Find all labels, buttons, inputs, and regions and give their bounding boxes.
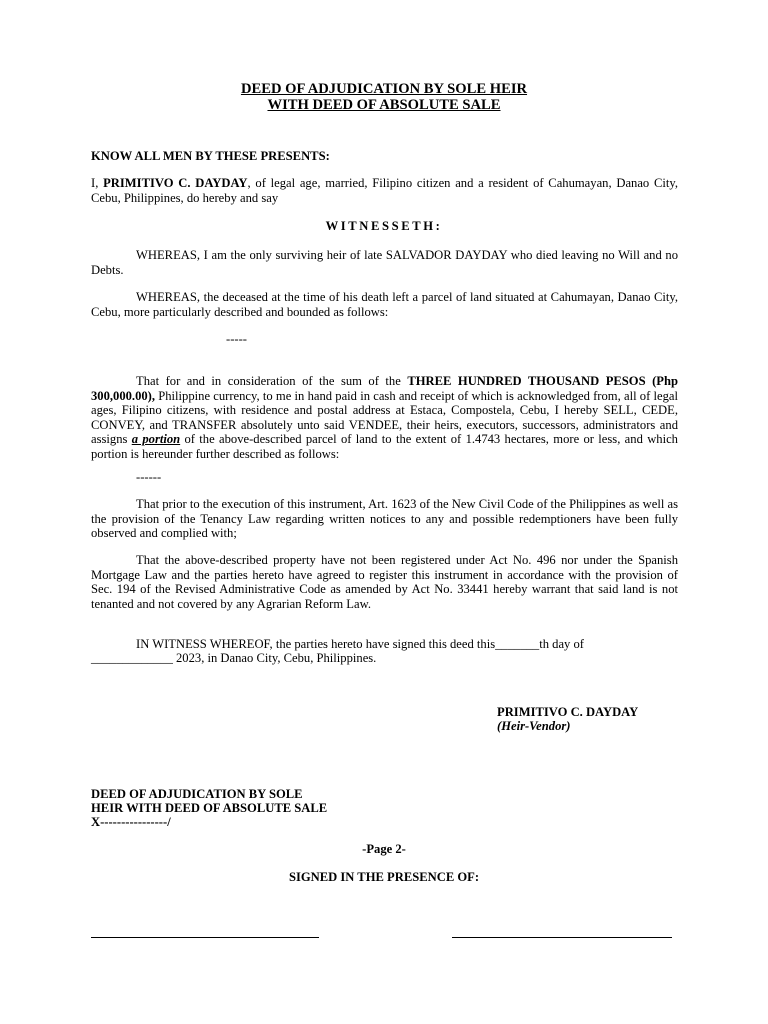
property-description-placeholder: -----	[226, 332, 247, 346]
prior-execution-paragraph: That prior to the execution of this instrument, Art. 1623 of the New Civil Code of the Philippines as well as the provision of the Tenancy Law regarding written notices to any and possible redemptioners have been fully observed and complied with;	[91, 497, 678, 541]
consideration-post: of the above-described parcel of land to the extent of 1.4743 hectares, more or less, and which portion is hereunder further described as follows:	[91, 432, 678, 461]
consideration-paragraph	[91, 374, 678, 462]
witness-signature-line-right	[452, 937, 672, 938]
signed-presence-heading: SIGNED IN THE PRESENCE OF:	[288, 870, 480, 884]
footer-ref-line2: HEIR WITH DEED OF ABSOLUTE SALE	[91, 801, 328, 815]
vendor-name: PRIMITIVO C. DAYDAY	[103, 176, 248, 190]
whereas-land-paragraph: WHEREAS, the deceased at the time of his death left a parcel of land situated at Cahumayan, Danao City, Cebu, more particularly described and bounded as follows:	[91, 290, 678, 319]
witness-whereof-line2: _____________ 2023, in Danao City, Cebu, Philippines.	[91, 651, 377, 665]
consideration-amount: THREE HUNDRED THOUSAND PESOS (Php 300,000.00),	[91, 374, 678, 403]
whereas-heir-paragraph: WHEREAS, I am the only surviving heir of late SALVADOR DAYDAY who died leaving no Will and no Debts.	[91, 248, 678, 277]
document-title-line2: WITH DEED OF ABSOLUTE SALE	[267, 97, 501, 113]
footer-ref-line3: X----------------/	[91, 815, 171, 829]
document-title-line1: DEED OF ADJUDICATION BY SOLE HEIR	[240, 81, 528, 97]
consideration-mid: Philippine currency, to me in hand paid in cash and receipt of which is acknowledged from, all of legal ages, Filipino citizens, with residence and postal address at Estaca, Compostela, Cebu, I hereby SELL, CEDE, CONVEY, and TRANSFER absolutely unto said VENDEE, their heirs, executors, successors, administrators and assigns	[91, 388, 678, 447]
registration-paragraph: That the above-described property have not been registered under Act No. 496 nor under the Spanish Mortgage Law and the parties hereto have agreed to register this instrument in accordance with the provision of Sec. 194 of the Revised Administrative Code as amended by Act No. 33441 hereby warrant that said land is not tenanted and not covered by any Agrarian Reform Law.	[91, 553, 678, 611]
witness-signature-line-left	[91, 937, 319, 938]
know-all-heading: KNOW ALL MEN BY THESE PRESENTS:	[91, 149, 330, 163]
portion-emphasis: a portion	[131, 432, 181, 447]
witness-whereof-line1: IN WITNESS WHEREOF, the parties hereto have signed this deed this_______th day of	[136, 637, 584, 651]
intro-paragraph	[91, 176, 678, 205]
page-label: -Page 2-	[362, 842, 406, 856]
intro-pre: I,	[91, 176, 104, 190]
footer-ref-line1: DEED OF ADJUDICATION BY SOLE	[91, 787, 303, 801]
consideration-pre: That for and in consideration of the sum of the	[136, 374, 408, 388]
signatory-role: (Heir-Vendor)	[497, 719, 571, 733]
signatory-name: PRIMITIVO C. DAYDAY	[497, 705, 639, 719]
portion-description-placeholder: ------	[136, 470, 162, 484]
intro-post: , of legal age, married, Filipino citizen and a resident of Cahumayan, Danao City, Cebu, Philippines, do hereby and say	[91, 176, 678, 205]
witnesseth-heading: WITNESSETH:	[325, 219, 443, 233]
